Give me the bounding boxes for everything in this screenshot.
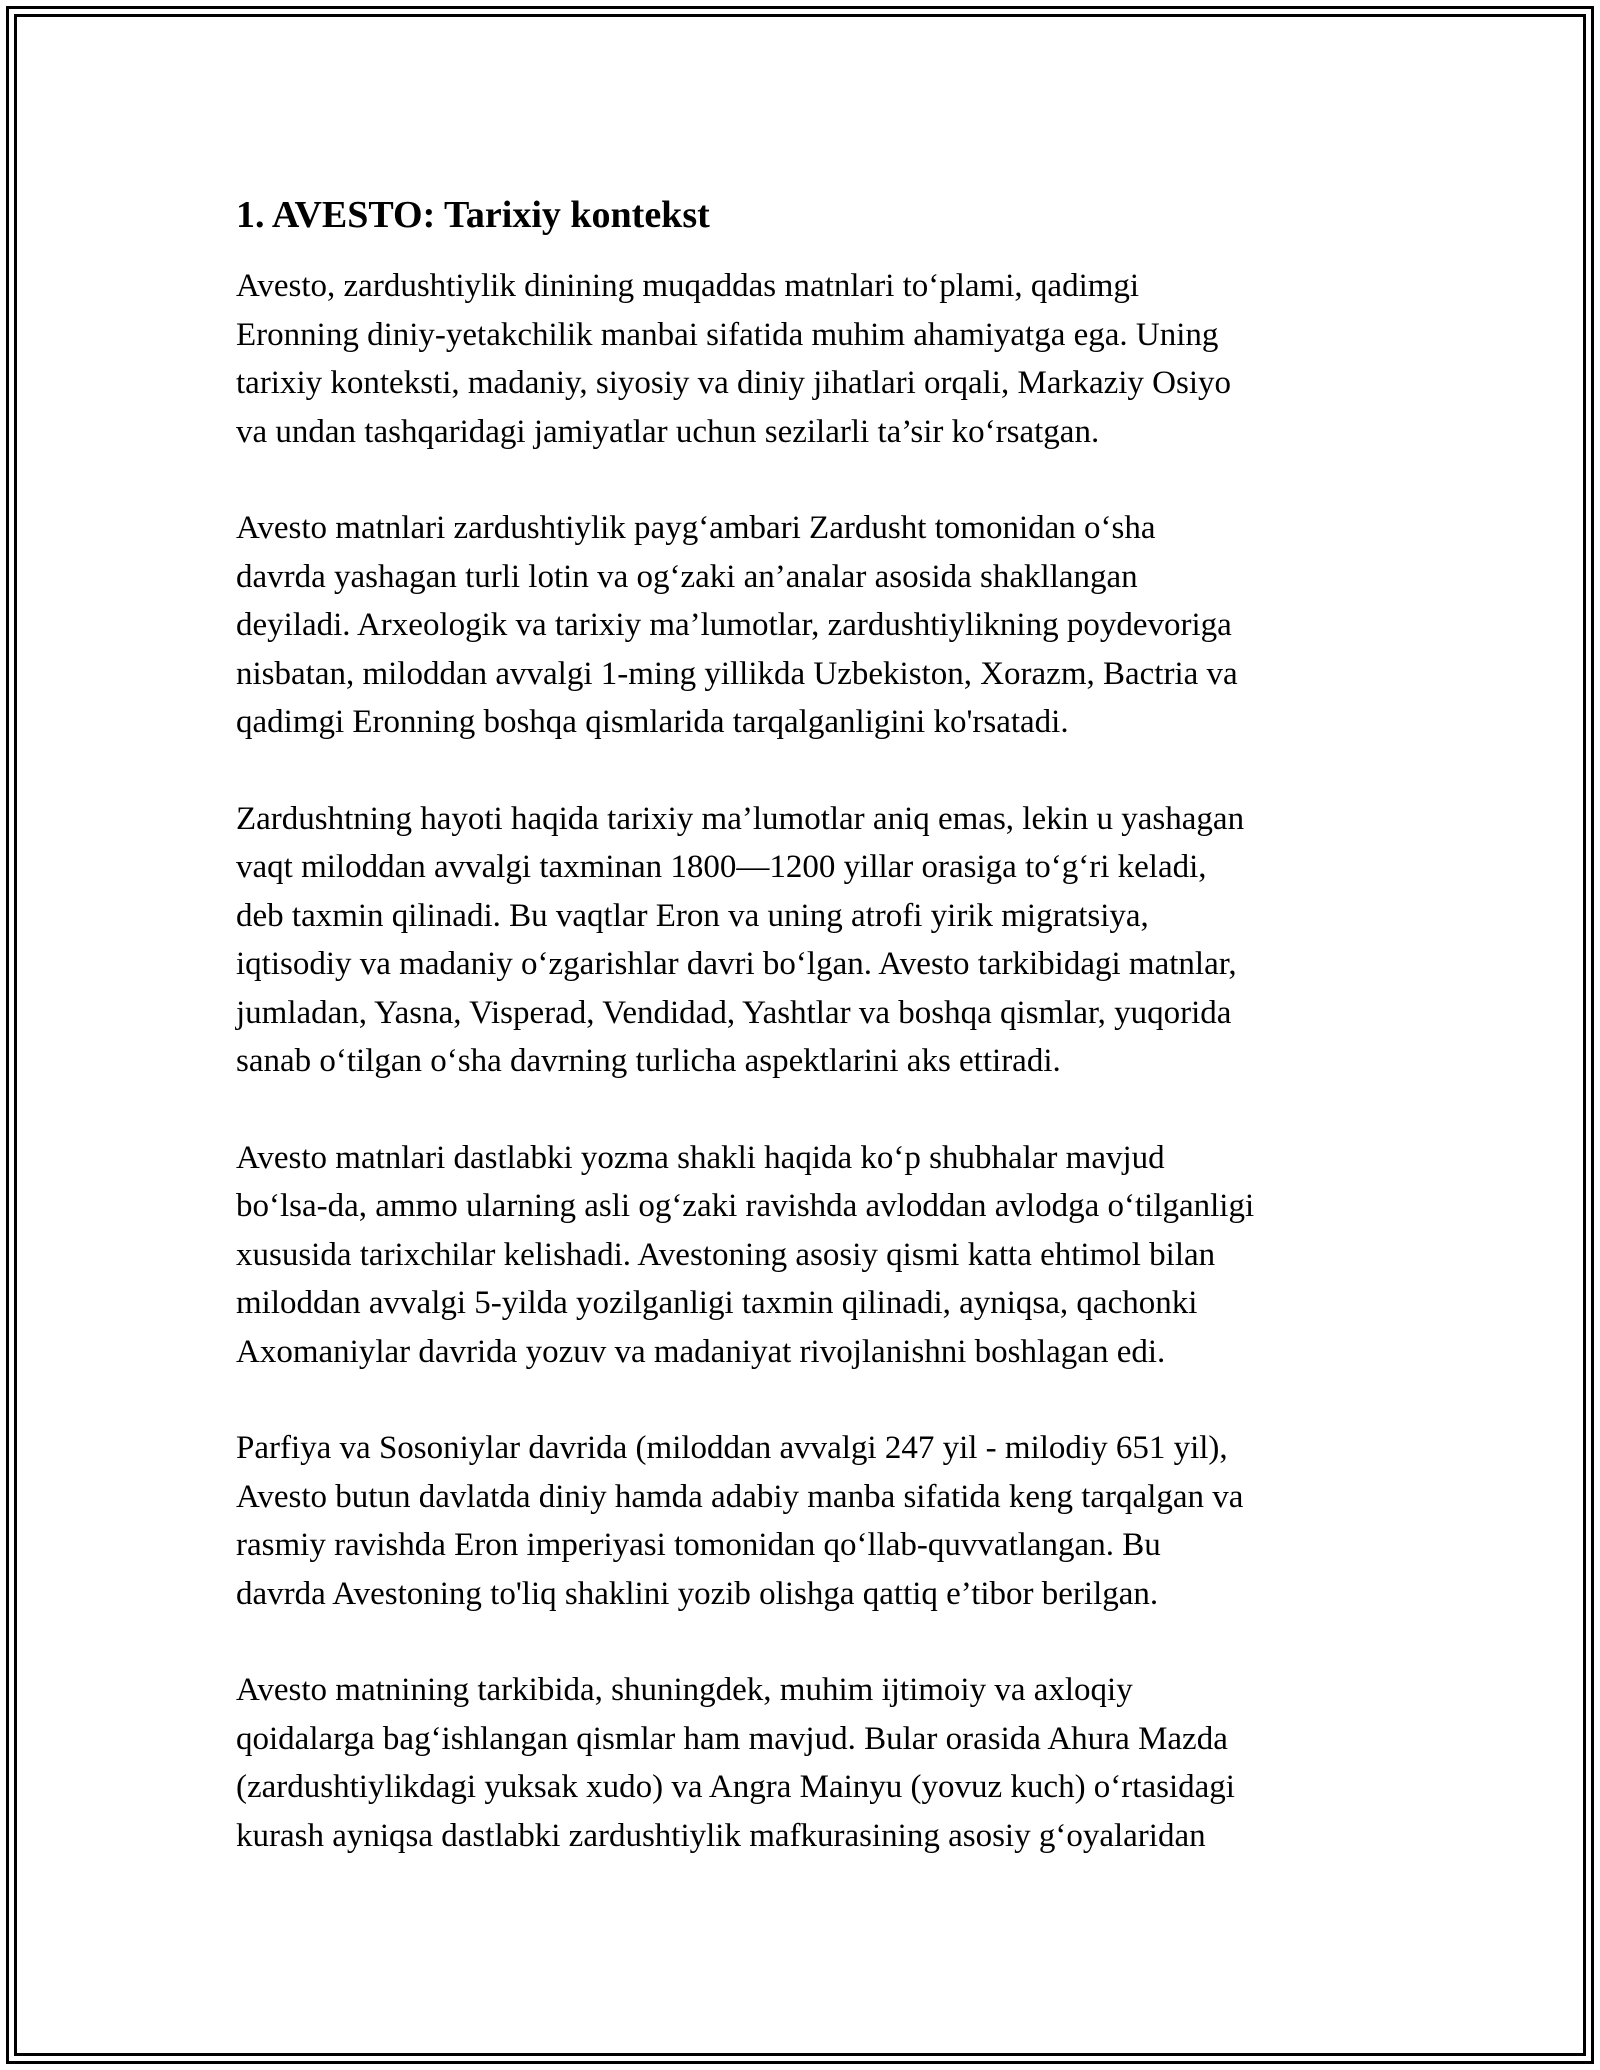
text-line: kurash ayniqsa dastlabki zardushtiylik mafkurasining asosiy g‘oyalaridan (236, 1817, 1206, 1854)
text-line: bo‘lsa-da, ammo ularning asli og‘zaki ravishda avloddan avlodga o‘tilganligi (236, 1188, 1255, 1224)
text-line: xususida tarixchilar kelishadi. Avestoning asosiy qismi katta ehtimol bilan (236, 1236, 1216, 1273)
text-line: Avesto matnining tarkibida, shuningdek, muhim ijtimoiy va axloqiy (236, 1672, 1133, 1708)
text-line: iqtisodiy va madaniy o‘zgarishlar davri bo‘lgan. Avesto tarkibidagi matnlar, (236, 946, 1237, 982)
text-line: miloddan avvalgi 5-yilda yozilganligi taxmin qilinadi, ayniqsa, qachonki (236, 1285, 1198, 1321)
text-line: Avesto, zardushtiylik dinining muqaddas matnlari to‘plami, qadimgi (236, 268, 1140, 304)
text-line: (zardushtiylikdagi yuksak xudo) va Angra Mainyu (yovuz kuch) o‘rtasidagi (236, 1769, 1235, 1805)
text-line: tarixiy konteksti, madaniy, siyosiy va diniy jihatlari orqali, Markaziy Osiyo (236, 365, 1232, 401)
text-line: deyiladi. Arxeologik va tarixiy ma’lumotlar, zardushtiylikning poydevoriga (236, 607, 1232, 643)
text-line: davrda yashagan turli lotin va og‘zaki an’analar asosida shakllangan (236, 558, 1138, 595)
document-body (236, 188, 1376, 1908)
paragraph-6 (236, 1666, 1376, 1860)
text-line: Axomaniylar davrida yozuv va madaniyat rivojlanishni boshlagan edi. (236, 1333, 1166, 1370)
text-line: Zardushtning hayoti haqida tarixiy ma’lumotlar aniq emas, lekin u yashagan (236, 800, 1245, 837)
text-line: davrda Avestoning to'liq shaklini yozib olishga qattiq e’tibor berilgan. (236, 1575, 1159, 1612)
text-line: deb taxmin qilinadi. Bu vaqtlar Eron va uning atrofi yirik migratsiya, (236, 897, 1149, 934)
text-line: Avesto matnlari dastlabki yozma shakli haqida ko‘p shubhalar mavjud (236, 1139, 1165, 1176)
text-line: qadimgi Eronning boshqa qismlarida tarqalganligini ko'rsatadi. (236, 704, 1069, 740)
text-line: qoidalarga bag‘ishlangan qismlar ham mavjud. Bular orasida Ahura Mazda (236, 1720, 1228, 1757)
paragraph-3 (236, 795, 1376, 1086)
paragraph-1 (236, 262, 1376, 456)
text-line: sanab o‘tilgan o‘sha davrning turlicha aspektlarini aks ettiradi. (236, 1043, 1061, 1079)
text-line: Avesto butun davlatda diniy hamda adabiy manba sifatida keng tarqalgan va (236, 1478, 1244, 1515)
paragraph-5 (236, 1424, 1376, 1618)
text-line: rasmiy ravishda Eron imperiyasi tomonidan qo‘llab-quvvatlangan. Bu (236, 1527, 1161, 1563)
text-line: va undan tashqaridagi jamiyatlar uchun sezilarli ta’sir ko‘rsatgan. (236, 413, 1100, 450)
text-line: Eronning diniy-yetakchilik manbai sifatida muhim ahamiyatga ega. Uning (236, 316, 1219, 353)
text-line: Avesto matnlari zardushtiylik payg‘ambari Zardusht tomonidan o‘sha (236, 510, 1156, 546)
text-line: vaqt miloddan avvalgi taxminan 1800—1200 yillar orasiga to‘g‘ri keladi, (236, 849, 1207, 885)
paragraph-2 (236, 504, 1376, 747)
text-line: nisbatan, miloddan avvalgi 1-ming yillikda Uzbekiston, Xorazm, Bactria va (236, 655, 1238, 692)
text-line: Parfiya va Sosoniylar davrida (miloddan avvalgi 247 yil - milodiy 651 yil), (236, 1430, 1228, 1466)
paragraph-4 (236, 1134, 1376, 1377)
section-heading: 1. AVESTO: Tarixiy kontekst (236, 194, 710, 236)
text-line: jumladan, Yasna, Visperad, Vendidad, Yashtlar va boshqa qismlar, yuqorida (236, 994, 1232, 1031)
